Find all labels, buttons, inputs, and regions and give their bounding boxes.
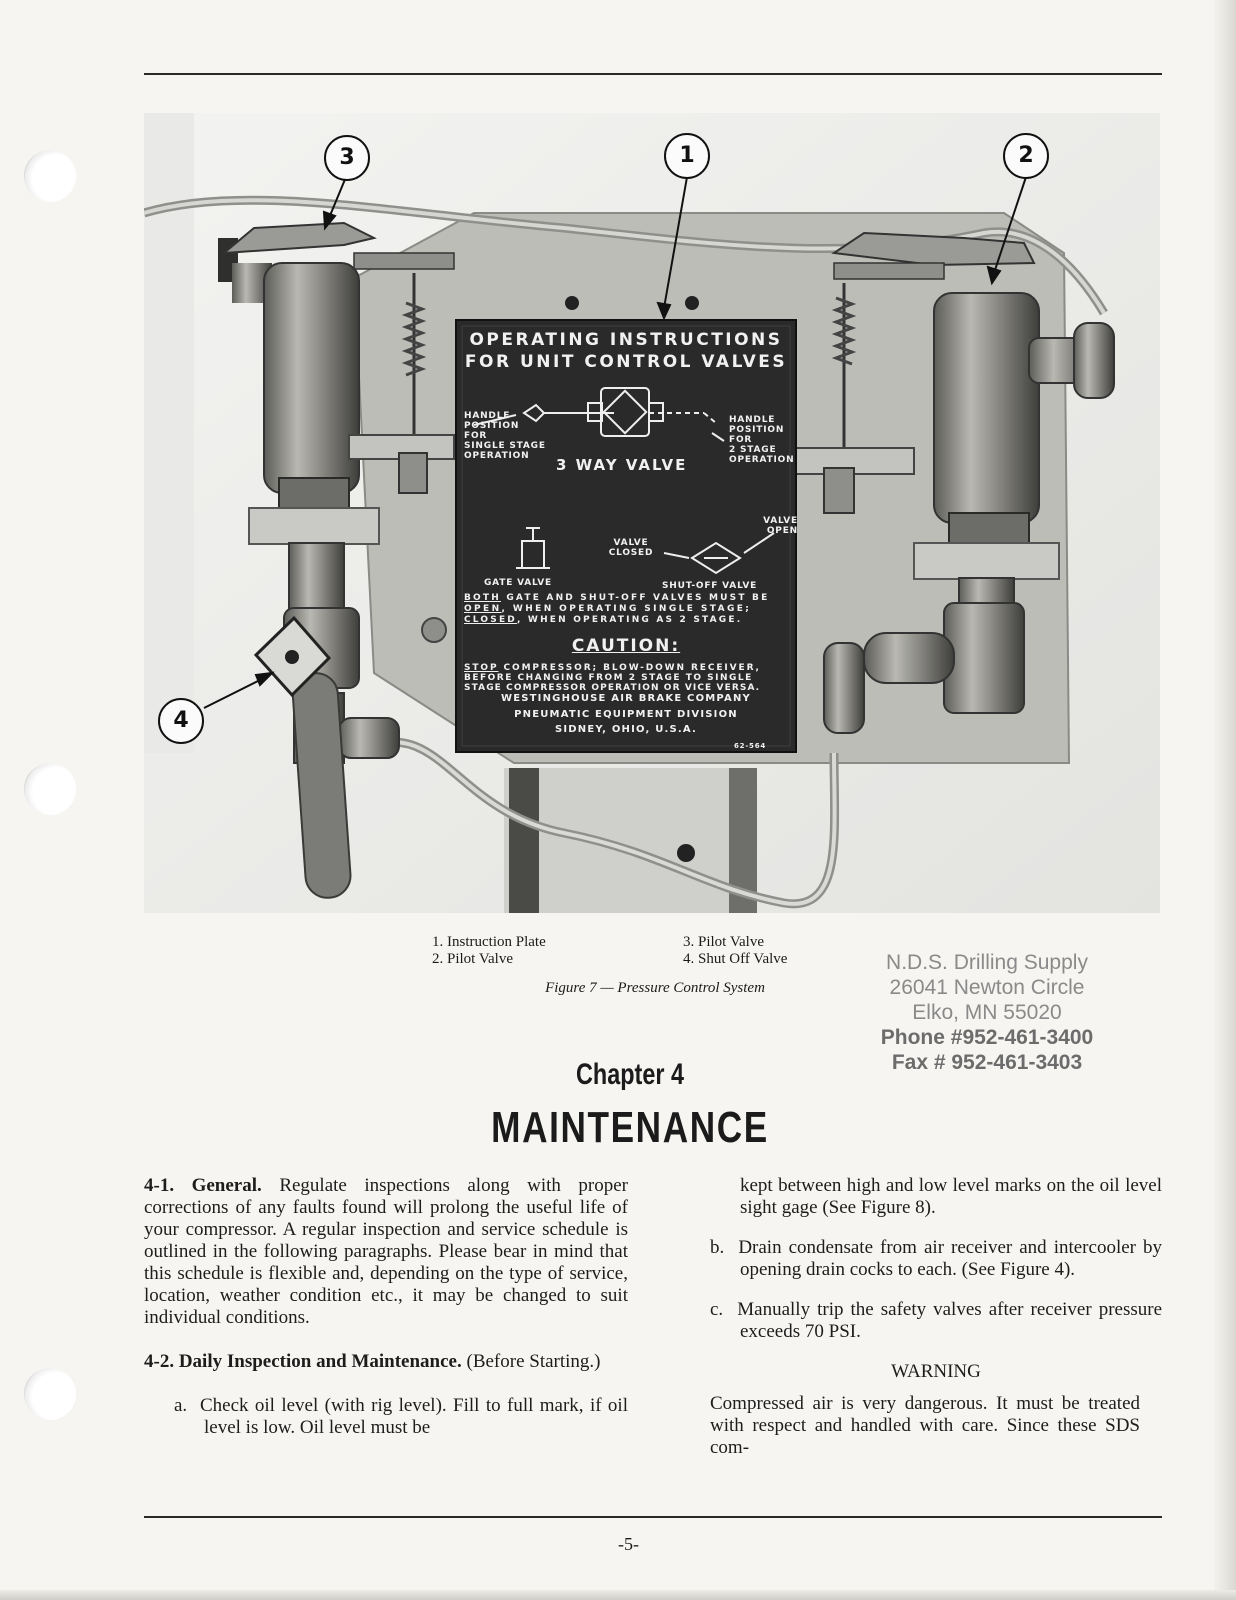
plate-handle-two-line: HANDLE [729,415,776,425]
page-bottom-edge [0,1590,1236,1600]
callout-1: 1 [664,133,710,179]
legend-item-shut-off-valve: 4. Shut Off Valve [683,951,788,967]
plate-closed-line [464,615,742,625]
plate-caution-line3: STAGE COMPRESSOR OPERATION OR VICE VERSA. [464,683,761,693]
plate-shutoff-valve: SHUT-OFF VALVE [662,581,758,591]
plate-handle-single-line: SINGLE STAGE [464,441,546,451]
plate-title-line1: OPERATING INSTRUCTIONS [469,330,783,350]
list-item-b-label: b. [710,1237,725,1258]
plate-stop-line [464,663,761,673]
plate-handle-single-line: FOR [464,431,488,441]
plate-handle-single-line: POSITION [464,421,520,431]
binder-hole-middle [24,763,76,815]
callout-4: 4 [158,698,204,744]
chapter-title: MAINTENANCE [491,1103,769,1152]
plate-stop-rest: COMPRESSOR; BLOW-DOWN RECEIVER, [503,663,761,673]
section-general-body: Regulate inspections along with proper corrections of any faults found will prolong the useful life of your compressor. A regular inspection and service schedule is outlined in the following paragraphs. Please bear in mind that this schedule is flexible and, depending on the type of service, location, weather condition etc., it may be changed to suit individual conditions. [144,1175,628,1328]
callout-3: 3 [324,135,370,181]
top-rule [144,73,1162,75]
section-daily [144,1351,628,1373]
plate-both-rest: GATE AND SHUT-OFF VALVES MUST BE [506,593,770,603]
section-general-heading: 4-1. General. [144,1175,262,1196]
plate-gate-valve: GATE VALVE [484,578,553,588]
plate-caution-line2: BEFORE CHANGING FROM 2 STAGE TO SINGLE [464,673,753,683]
right-column [710,1175,1162,1459]
list-item-a-text: Check oil level (with rig level). Fill to full mark, if oil level is low. Oil level must be [199,1395,628,1438]
plate-handle-single [464,411,546,461]
figure-illustration [144,113,1160,913]
plate-location: SIDNEY, OHIO, U.S.A. [554,724,698,735]
list-item-b-text: Drain condensate from air receiver and intercooler by opening drain cocks to each. (See Figure 4). [738,1237,1163,1280]
section-daily-heading: 4-2. Daily Inspection and Maintenance. [144,1351,462,1372]
plate-handle-two [729,415,794,465]
plate-company: WESTINGHOUSE AIR BRAKE COMPANY [500,693,751,704]
section-general [144,1175,628,1329]
plate-open-word: OPEN [464,604,502,614]
list-item-b [710,1237,1162,1281]
bottom-rule [144,1516,1162,1518]
stamp-line-phone: Phone #952-461-3400 [880,1026,1094,1049]
dealer-stamp [862,950,1112,1075]
plate-handle-single-line: OPERATION [464,451,530,461]
figure-photo [144,113,1160,913]
stamp-line-street: 26041 Newton Circle [889,976,1085,999]
section-daily-body: (Before Starting.) [466,1351,601,1372]
plate-handle-two-line: POSITION [729,425,785,435]
list-item-c-text: Manually trip the safety valves after receiver pressure exceeds 70 PSI. [737,1299,1163,1342]
left-column [144,1175,628,1439]
plate-valve-open: VALVE OPEN [763,516,798,536]
plate-closed-rest: , WHEN OPERATING AS 2 STAGE. [516,615,743,625]
list-item-a [144,1395,628,1439]
plate-caution: CAUTION: [571,636,681,656]
page-number: -5- [618,1534,639,1554]
figure-caption: Figure 7 — Pressure Control System [545,980,765,996]
warning-heading: WARNING [891,1361,981,1382]
plate-part-number: 62-564 [734,742,767,750]
plate-handle-two-line: FOR [729,435,753,445]
plate-valve-closed: VALVE CLOSED [608,538,654,558]
plate-closed-word: CLOSED [464,615,517,625]
page-edge-shadow [1214,0,1236,1600]
plate-open-line [464,604,751,614]
legend-item-instruction-plate: 1. Instruction Plate [432,934,546,950]
list-item-c [710,1299,1162,1343]
callout-2: 2 [1003,133,1049,179]
plate-handle-single-line: HANDLE [464,411,511,421]
plate-handle-two-line: OPERATION [729,455,795,465]
plate-title-line2: FOR UNIT CONTROL VALVES [464,352,788,372]
plate-3-way-valve: 3 WAY VALVE [556,456,688,474]
warning-text: Compressed air is very dangerous. It must be treated with respect and handled with care. Since these SDS com- [710,1393,1140,1458]
chapter-number: Chapter 4 [576,1058,684,1091]
stamp-line-city: Elko, MN 55020 [912,1001,1062,1024]
plate-stop-word: STOP [464,663,499,673]
plate-both-word: BOTH [464,593,501,603]
legend-item-pilot-valve: 3. Pilot Valve [683,934,764,950]
binder-hole-top [24,150,76,202]
plate-division: PNEUMATIC EQUIPMENT DIVISION [514,709,738,720]
figure-legend-left [432,934,546,968]
plate-open-rest: , WHEN OPERATING SINGLE STAGE; [501,604,752,614]
figure-legend-right [683,934,787,968]
plate-handle-two-line: 2 STAGE [729,445,777,455]
stamp-line-company: N.D.S. Drilling Supply [886,951,1088,974]
stamp-line-fax: Fax # 952-461-3403 [891,1051,1083,1074]
list-item-a-label: a. [174,1395,188,1416]
list-item-a-continued: kept between high and low level marks on the oil level sight gage (See Figure 8). [740,1175,1162,1218]
list-item-c-label: c. [710,1299,724,1320]
plate-both-line [464,593,769,603]
legend-item-pilot-valve: 2. Pilot Valve [432,951,513,967]
binder-hole-bottom [24,1368,76,1420]
